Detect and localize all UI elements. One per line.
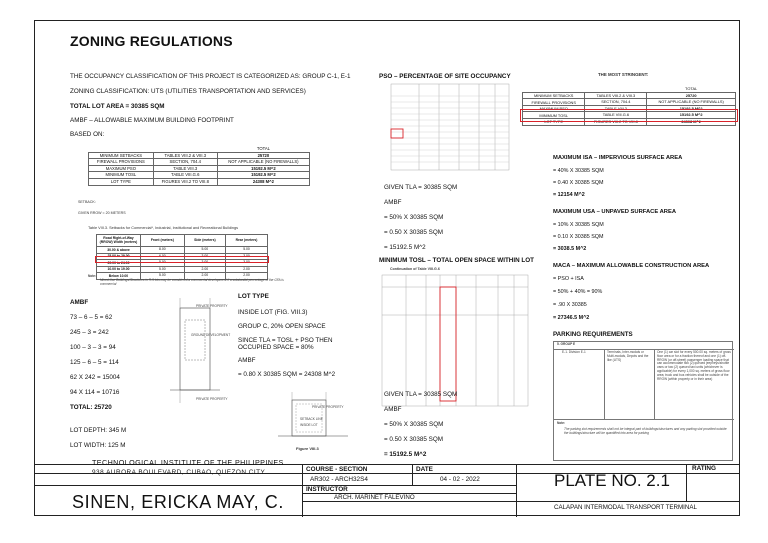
calc-line: 94 X 114 = 10716 (70, 389, 120, 396)
instructor-label: INSTRUCTOR (306, 486, 348, 493)
table-header-total: TOTAL (256, 146, 270, 152)
isa-calc: = 0.40 X 30385 SQM (553, 180, 604, 186)
table-row: MINIMUM SETBACKS TABLES VIII.2 & VIII.3 25720 (523, 92, 736, 99)
table-row: Below 10.00 5.00 2.00 2.00 (97, 273, 268, 280)
table-row: LOT TYPE FIGURES VIII.2 TO VIII.8 24308 M^2 (523, 119, 736, 126)
fig-label: INSIDE LOT (300, 423, 318, 427)
school-name: TECHNOLOGICAL INSTITUTE OF THE PHILIPPINES (92, 458, 284, 467)
pso-title: PSO – PERCENTAGE OF SITE OCCUPANCY (379, 73, 511, 80)
page-title: ZONING REGULATIONS (70, 33, 233, 49)
ambf-title: AMBF – ALLOWABLE MAXIMUM BUILDING FOOTPRINT (70, 117, 234, 124)
fig-label: SETBACK LINE (300, 417, 323, 421)
calc-line: 125 – 6 – 5 = 114 (70, 359, 119, 366)
fig-label: PRIVATE PROPERTY (196, 397, 228, 401)
setback-table-caption: Table VIII.3. Setbacks for Commercial*, Industrial, Institutional and Recreational Buildings (88, 226, 239, 230)
student-name: SINEN, ERICKA MAY, C. (72, 492, 284, 512)
lot-diagram (160, 298, 231, 408)
table-row: 10.00 to 19.00 5.00 2.00 2.00 (97, 266, 268, 273)
course-value: AR302 - ARCH32S4 (310, 476, 368, 483)
parking-title: PARKING REQUIREMENTS (553, 331, 633, 338)
lot-type-ambf-calc: = 0.80 X 30385 SQM = 24308 M^2 (238, 371, 336, 378)
tosl-reference-table (380, 273, 530, 408)
rating-label: RATING (692, 465, 717, 472)
pso-calc: = 0.50 X 30385 SQM (384, 229, 443, 236)
plate-number: PLATE NO. 2.1 (554, 471, 670, 490)
calc-line: 100 – 3 – 3 = 94 (70, 344, 116, 351)
maca-result: = 27346.5 M^2 (553, 315, 590, 321)
calc-total: TOTAL: 25720 (70, 404, 112, 411)
isa-title: MAXIMUM ISA – IMPERVIOUS SURFACE AREA (553, 155, 683, 161)
setback-table: Road Right-of-Way (RROW) Width (meters) Front (meters) Side (meters) Rear (meters) 30.00 & above 8.00 5.00 5.00 25.00 to 29.00 6.00 3.00 3.00 20.00 to 24.00 5.00 3.00 3.00 10.00 to 19.00 5.00 2.00 2.00 Below 10.00 5.00 2.00 2.00 (96, 234, 268, 280)
based-on: BASED ON: (70, 131, 105, 138)
setback-label: SETBACK: (78, 200, 96, 204)
pso-result: = 15192.5 M^2 (384, 244, 426, 251)
pso-reference-table (381, 82, 513, 172)
lot-width: LOT WIDTH: 125 M (70, 442, 126, 449)
tosl-title: MINIMUM TOSL – TOTAL OPEN SPACE WITHIN LOT (379, 257, 534, 264)
date-label: DATE (416, 466, 433, 473)
usa-title: MAXIMUM USA – UNPAVED SURFACE AREA (553, 209, 677, 215)
calc-line: 62 X 242 = 15004 (70, 374, 120, 381)
pso-given: GIVEN TLA = 30385 SQM (384, 184, 458, 191)
calc-line: 245 – 3 = 242 (70, 329, 109, 336)
lot-depth: LOT DEPTH: 345 M (70, 427, 127, 434)
stringent-highlight (520, 109, 738, 122)
table-row: FIREWALL PROVISIONS SECTION, 704.4 NOT APPLICABLE (NO FIREWALLS) (89, 159, 310, 166)
tosl-result: = 15192.5 M^2 (384, 451, 427, 458)
isa-calc: = 40% X 30385 SQM (553, 168, 604, 174)
stringent-title: THE MOST STRINGENT: (598, 72, 649, 77)
table-row: FIREWALL PROVISIONS SECTION, 704.4 NOT APPLICABLE (NO FIREWALLS) (523, 99, 736, 106)
lot-type-ambf: AMBF (238, 357, 256, 364)
maca-calc: = 50% + 40% = 90% (553, 289, 603, 295)
tosl-given: GIVEN TLA = 30385 SQM (384, 391, 458, 398)
parking-row-label: E-1. Division E-1 (562, 350, 586, 354)
fig-label: PRIVATE PROPERTY (196, 304, 228, 308)
ambf-calc-label: AMBF (70, 299, 89, 306)
usa-calc: = 10% X 30385 SQM (553, 222, 604, 228)
date-value: 04 - 02 - 2022 (440, 476, 480, 483)
table-row: MAXIMUM PSO TABLE VIII.3 15192.5 M^2 (523, 105, 736, 112)
isa-result: = 12154 M^2 (553, 192, 585, 198)
total-lot-area: TOTAL LOT AREA = 30385 SQM (70, 103, 165, 110)
pso-calc: = 50% X 30385 SQM (384, 214, 444, 221)
occupancy-text: THE OCCUPANCY CLASSIFICATION OF THIS PROJECT IS CATEGORIZED AS: GROUP C-1, E-1 (70, 73, 351, 80)
table-row: MINIMUM SETBACKS TABLES VIII.2 & VIII.3 25720 (89, 152, 310, 159)
lot-type-inside: INSIDE LOT (FIG. VIII.3) (238, 309, 308, 316)
pso-ambf: AMBF (384, 199, 402, 206)
parking-group: 5. GROUP E (557, 342, 576, 346)
tosl-caption: Continuation of Table VIII.G.6 (390, 267, 440, 271)
zoning-text: ZONING CLASSIFICATION: UTS (UTILITIES TRANSPORTATION AND SERVICES) (70, 88, 306, 95)
lot-type-title: LOT TYPE (238, 293, 269, 300)
course-label: COURSE - SECTION (306, 466, 368, 473)
maca-title: MACA – MAXIMUM ALLOWABLE CONSTRUCTION AREA (553, 263, 710, 269)
lot-type-group: GROUP C, 20% OPEN SPACE (238, 323, 326, 330)
tosl-calc: = 50% X 30385 SQM (384, 421, 444, 428)
parking-table (553, 341, 733, 461)
tosl-calc: = 0.50 X 30385 SQM (384, 436, 443, 443)
figure-caption: Figure VIII.3 (296, 446, 319, 451)
table-row: MINIMUM TOSL TABLE VIII.G.6 15192.5 M^2 (89, 172, 310, 179)
tosl-ambf: AMBF (384, 406, 402, 413)
instructor-value: ARCH. MARINET FALEVINO (334, 494, 415, 501)
setback-highlight (95, 256, 269, 263)
maca-calc: = PSO + ISA (553, 276, 584, 282)
table-row: 25.00 to 29.00 6.00 3.00 3.00 (97, 253, 268, 260)
school-address: 938 AURORA BOULEVARD, CUBAO, QUEZON CITY (92, 469, 266, 476)
usa-result: = 3038.5 M^2 (553, 246, 587, 252)
lot-type-since2: OCCUPIED SPACE = 80% (238, 344, 314, 351)
setback-note: Mixed-Use Buildings/Structures in R-5 lots may be considered a commercial development if a substantial percentage of the GFA is commercial (100, 278, 284, 286)
usa-calc: = 0.10 X 30385 SQM (553, 234, 604, 240)
parking-col3: One (1) car slot for every 500.00 sq. meters of gross floor area or for a fraction thereof and one (1) off-RROW (or off-street) passenger loading space that can accommodate two (2) queued jeepneys/shuttle vans or two (2) queued taxi units (whichever is applicable) for every 1,000 sq. meters of gross floor area; truck and bus vehicles shall be outside of the RROW (within property or in their area) (657, 350, 731, 381)
table-row: 30.00 & above 8.00 5.00 5.00 (97, 247, 268, 254)
table-row: MINIMUM TOSL TABLE VIII.G.6 15192.5 M^2 (523, 112, 736, 119)
road-row-label: GIVEN RROW = 20 METERS (78, 211, 126, 215)
lot-type-since1: SINCE TLA = TOSL + PSO THEN (238, 337, 333, 344)
table-row: 20.00 to 24.00 5.00 3.00 3.00 (97, 260, 268, 267)
summary-table (88, 146, 310, 186)
table-row: LOT TYPE FIGURES VIII.2 TO VIII.8 24308 M^2 (89, 179, 310, 186)
parking-note-label: Note: (557, 421, 566, 425)
project-title: CALAPAN INTERMODAL TRANSPORT TERMINAL (554, 504, 697, 511)
parking-note: The parking slot requirements shall not be integral part of buildings/structures and any parking slot provided outside the buildings/structure will be quantified into area for parking (564, 427, 727, 435)
fig-label: PRIVATE PROPERTY (312, 405, 344, 409)
title-block (34, 458, 740, 516)
maca-calc: = .90 X 30385 (553, 302, 587, 308)
table-row: MAXIMUM PSO TABLE VIII.3 15192.5 M^2 (89, 165, 310, 172)
stringent-table: TOTAL MINIMUM SETBACKS TABLES VIII.2 & VIII.3 25720 FIREWALL PROVISIONS SECTION, 704.4 NOT APPLICABLE (NO FIREWALLS) MAXIMUM PSO TABLE VIII.3 15192.5 M^2 MINIMUM TOSL TABLE VIII.G.6 15192.5 M^2 LOT TYPE FIGURES VIII.2 TO VIII.8 24308 M^2 (522, 86, 736, 126)
parking-col2: Terminals, Inter-modals or Multi-modals, Depots and the like (UTS) (607, 350, 649, 362)
setback-note-label: Note: (88, 274, 97, 278)
calc-line: 73 – 6 – 5 = 62 (70, 314, 113, 321)
fig-label: GROUND DEVELOPMENT (191, 333, 231, 337)
